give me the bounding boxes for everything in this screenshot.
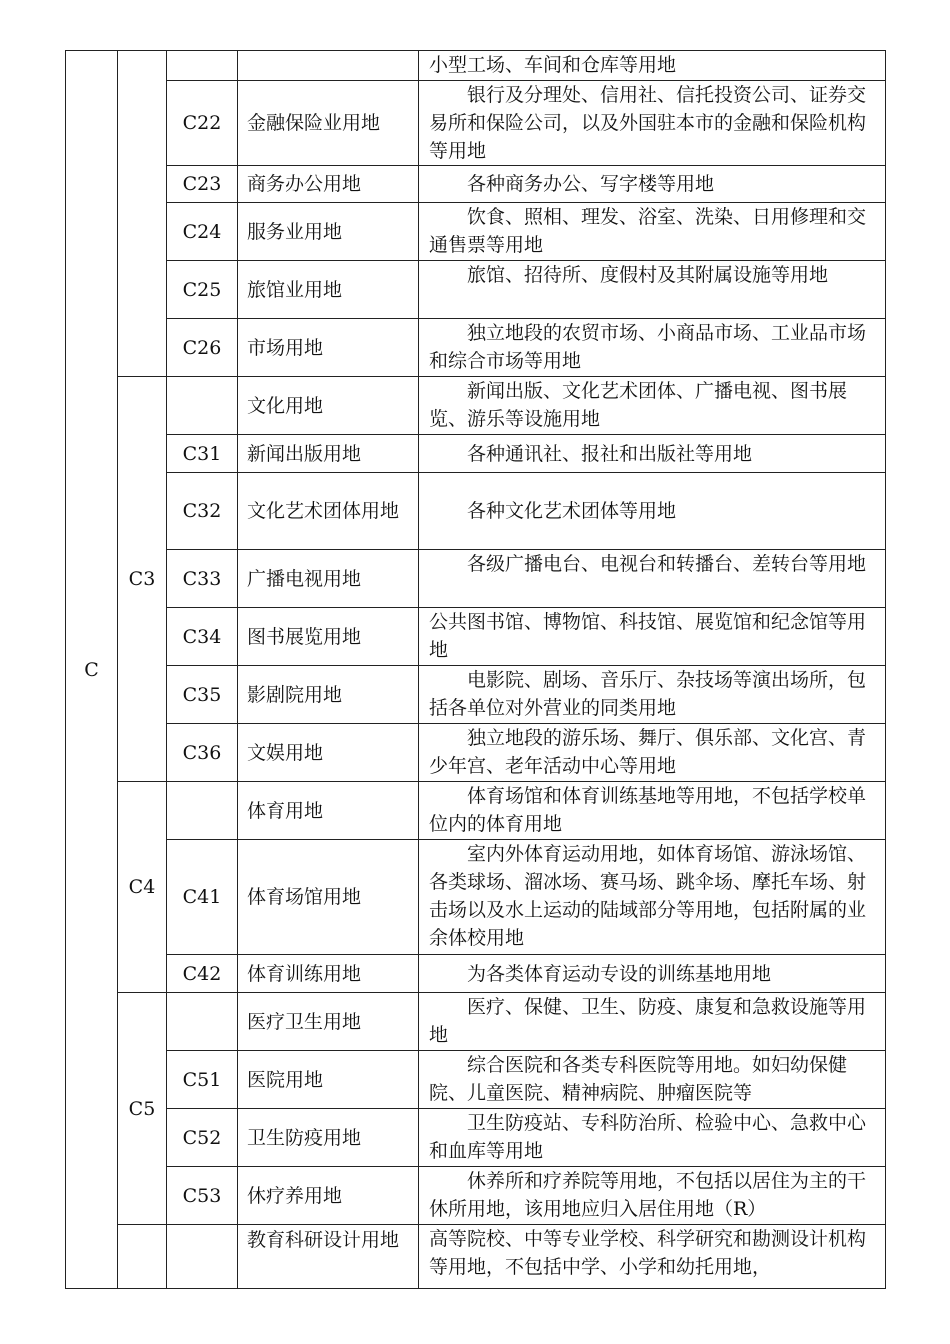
- description-text: 休养所和疗养院等用地，不包括以居住为主的干休所用地，该用地应归入居住用地（R）: [429, 1170, 867, 1220]
- category-name: 教育科研设计用地: [238, 1225, 419, 1289]
- table-row: [66, 51, 886, 81]
- table-row: [66, 1225, 886, 1289]
- sub-class-code: C32: [167, 473, 238, 550]
- sub-class-code: C24: [167, 203, 238, 261]
- category-name: 服务业用地: [238, 203, 419, 261]
- category-description: [419, 81, 886, 166]
- description-text: 饮食、照相、理发、浴室、洗染、日用修理和交通售票等用地: [429, 206, 867, 256]
- table-row: [66, 1051, 886, 1109]
- category-name: 图书展览用地: [238, 608, 419, 666]
- category-description: [419, 377, 886, 435]
- sub-class-code: C36: [167, 724, 238, 782]
- description-text: 各级广播电台、电视台和转播台、差转台等用地: [467, 553, 867, 575]
- description-text: 各种文化艺术团体等用地: [467, 500, 677, 522]
- category-name: 文化艺术团体用地: [238, 473, 419, 550]
- category-name: 新闻出版用地: [238, 435, 419, 473]
- sub-class-code: C41: [167, 840, 238, 955]
- description-text: 室内外体育运动用地，如体育场馆、游泳场馆、各类球场、溜冰场、赛马场、跳伞场、摩托车场、射击场以及水上运动的陆域部分等用地，包括附属的业余体校用地: [429, 843, 867, 949]
- category-name: 医院用地: [238, 1051, 419, 1109]
- sub-class-code: [167, 993, 238, 1051]
- table-row: [66, 435, 886, 473]
- table-row: [66, 166, 886, 203]
- category-description: [419, 319, 886, 377]
- category-description: [419, 993, 886, 1051]
- sub-class-code: [167, 1225, 238, 1289]
- table-row: [66, 993, 886, 1051]
- category-description: [419, 261, 886, 319]
- category-description: [419, 166, 886, 203]
- description-text: 小型工场、车间和仓库等用地: [429, 54, 677, 76]
- description-text: 旅馆、招待所、度假村及其附属设施等用地: [467, 264, 829, 286]
- category-name: 影剧院用地: [238, 666, 419, 724]
- sub-class-code: C52: [167, 1109, 238, 1167]
- sub-class-code: C51: [167, 1051, 238, 1109]
- sub-class-code: C35: [167, 666, 238, 724]
- description-text: 各种商务办公、写字楼等用地: [467, 173, 715, 195]
- sub-class-code: C22: [167, 81, 238, 166]
- category-description: [419, 782, 886, 840]
- description-text: 体育场馆和体育训练基地等用地，不包括学校单位内的体育用地: [429, 785, 867, 835]
- category-description: [419, 473, 886, 550]
- description-text: 为各类体育运动专设的训练基地用地: [467, 962, 772, 985]
- table-row: [66, 608, 886, 666]
- description-text: 医疗、保健、卫生、防疫、康复和急救设施等用地: [429, 996, 867, 1046]
- table-row: [66, 1109, 886, 1167]
- sub-class-code: C33: [167, 550, 238, 608]
- sub-class-code: C31: [167, 435, 238, 473]
- category-description: [419, 51, 886, 81]
- table-row: [66, 840, 886, 955]
- description-text: 银行及分理处、信用社、信托投资公司、证券交易所和保险公司，以及外国驻本市的金融和保险机构等用地: [429, 84, 867, 162]
- table-row: [66, 782, 886, 840]
- category-name: 体育训练用地: [238, 955, 419, 993]
- category-name: 商务办公用地: [238, 166, 419, 203]
- mid-class-cell: [118, 51, 167, 377]
- table-row: [66, 261, 886, 319]
- mid-class-cell: [118, 1225, 167, 1289]
- category-description: [419, 203, 886, 261]
- mid-class-code: C3: [118, 377, 167, 782]
- table-row: [66, 319, 886, 377]
- table-row: [66, 81, 886, 166]
- table-row: [66, 955, 886, 993]
- description-text: 公共图书馆、博物馆、科技馆、展览馆和纪念馆等用地: [429, 611, 867, 661]
- description-text: 独立地段的游乐场、舞厅、俱乐部、文化宫、青少年宫、老年活动中心等用地: [429, 727, 867, 777]
- table-row: [66, 473, 886, 550]
- table-row: [66, 1167, 886, 1225]
- category-name: [238, 51, 419, 81]
- category-description: [419, 1109, 886, 1167]
- description-text: 卫生防疫站、专科防治所、检验中心、急救中心和血库等用地: [429, 1112, 867, 1162]
- description-text: 综合医院和各类专科医院等用地。如妇幼保健院、儿童医院、精神病院、肿瘤医院等: [429, 1054, 848, 1104]
- sub-class-code: C25: [167, 261, 238, 319]
- category-name: 文娱用地: [238, 724, 419, 782]
- category-description: [419, 955, 886, 993]
- category-description: [419, 724, 886, 782]
- sub-class-code: C53: [167, 1167, 238, 1225]
- description-text: 各种通讯社、报社和出版社等用地: [467, 442, 753, 465]
- sub-class-code: [167, 782, 238, 840]
- major-class-code: C: [66, 51, 118, 1289]
- category-name: 体育场馆用地: [238, 840, 419, 955]
- category-description: [419, 550, 886, 608]
- category-name: 金融保险业用地: [238, 81, 419, 166]
- category-name: 卫生防疫用地: [238, 1109, 419, 1167]
- category-name: 医疗卫生用地: [238, 993, 419, 1051]
- category-name: 休疗养用地: [238, 1167, 419, 1225]
- category-description: [419, 1225, 886, 1289]
- sub-class-code: [167, 377, 238, 435]
- category-name: 广播电视用地: [238, 550, 419, 608]
- category-name: 旅馆业用地: [238, 261, 419, 319]
- table-row: [66, 203, 886, 261]
- sub-class-code: [167, 51, 238, 81]
- sub-class-code: C42: [167, 955, 238, 993]
- description-text: 新闻出版、文化艺术团体、广播电视、图书展览、游乐等设施用地: [429, 380, 848, 430]
- description-text: 独立地段的农贸市场、小商品市场、工业品市场和综合市场等用地: [429, 322, 867, 372]
- table-row: [66, 724, 886, 782]
- sub-class-code: C34: [167, 608, 238, 666]
- description-text: 电影院、剧场、音乐厅、杂技场等演出场所，包括各单位对外营业的同类用地: [429, 669, 867, 719]
- mid-class-code: C5: [118, 993, 167, 1225]
- table-row: [66, 377, 886, 435]
- mid-class-code: C4: [118, 782, 167, 993]
- category-name: 市场用地: [238, 319, 419, 377]
- category-description: [419, 840, 886, 955]
- table-row: [66, 550, 886, 608]
- category-name: 体育用地: [238, 782, 419, 840]
- category-description: [419, 1051, 886, 1109]
- land-use-classification-table: [65, 50, 886, 1289]
- land-use-table-page: [65, 50, 885, 1289]
- category-description: [419, 1167, 886, 1225]
- category-name: 文化用地: [238, 377, 419, 435]
- description-text: 高等院校、中等专业学校、科学研究和勘测设计机构等用地，不包括中学、小学和幼托用地，: [429, 1228, 867, 1278]
- category-description: [419, 608, 886, 666]
- category-description: [419, 435, 886, 473]
- category-description: [419, 666, 886, 724]
- sub-class-code: C26: [167, 319, 238, 377]
- sub-class-code: C23: [167, 166, 238, 203]
- table-row: [66, 666, 886, 724]
